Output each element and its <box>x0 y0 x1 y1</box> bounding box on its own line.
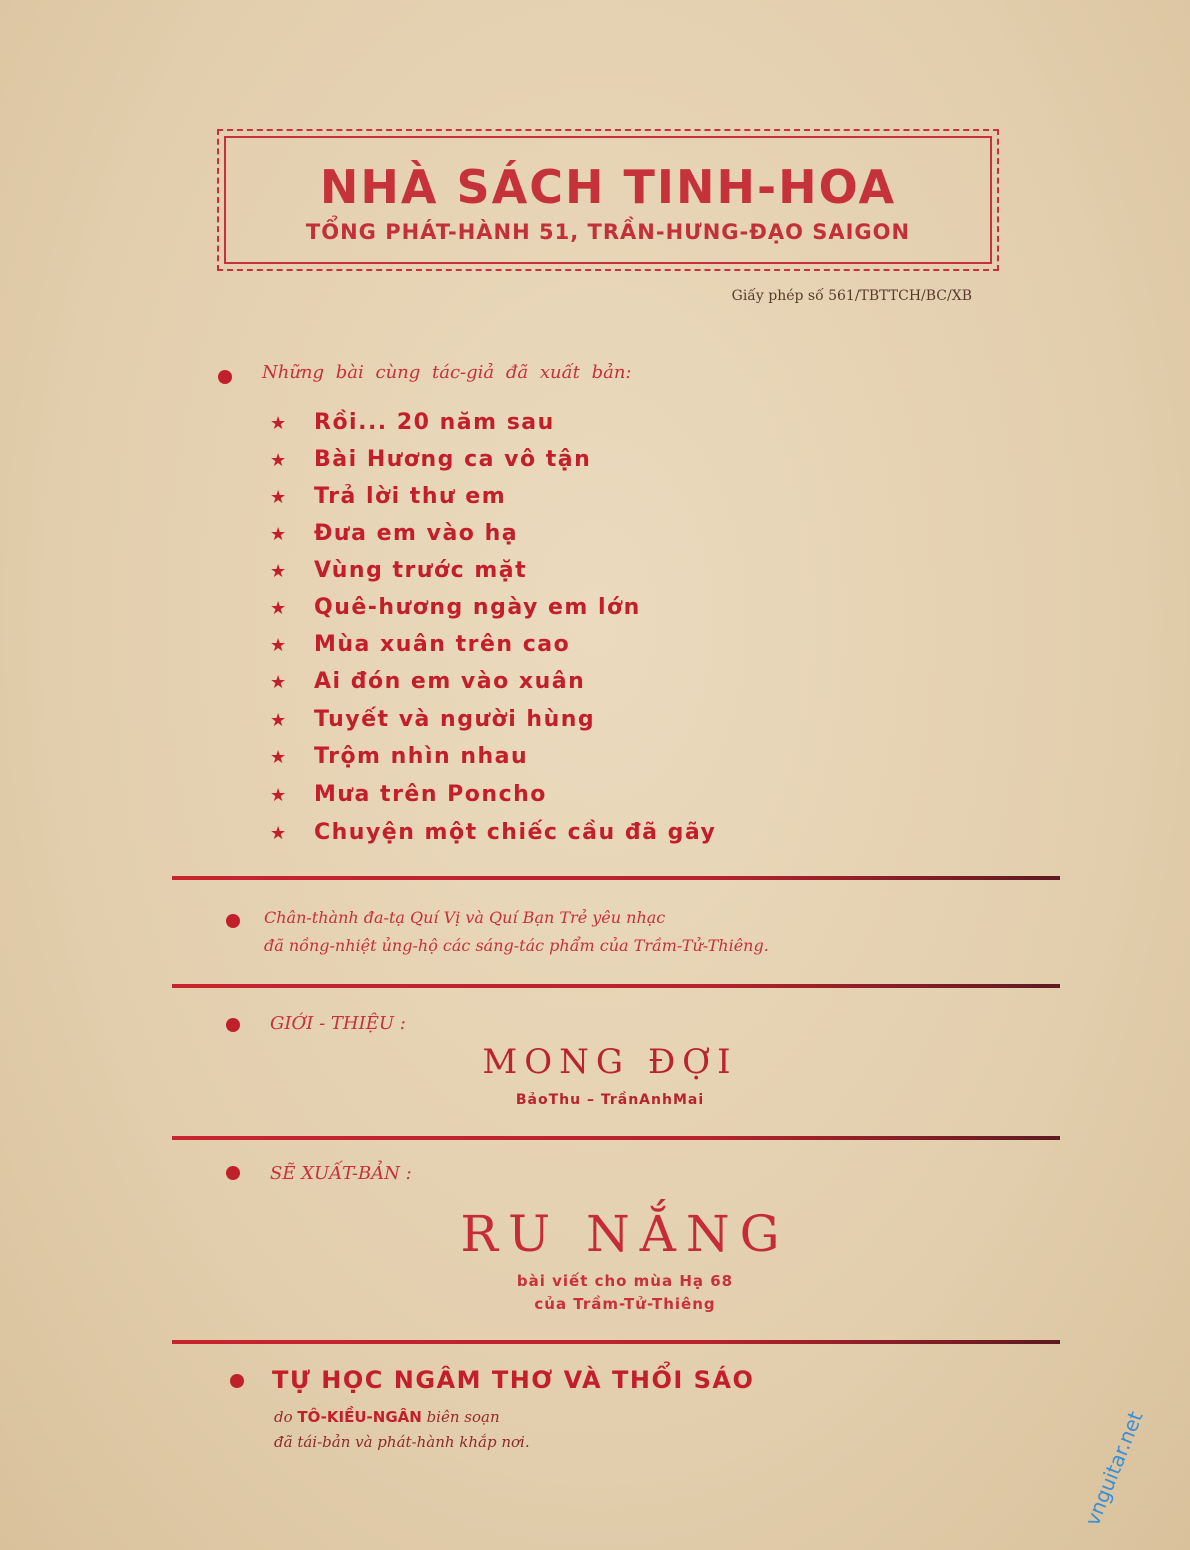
thanks-line-1: Chân-thành đa-tạ Quí Vị và Quí Bạn Trẻ yêu nhạc <box>264 908 666 927</box>
star-icon: ★ <box>270 524 288 545</box>
store-name: NHÀ SÁCH TINH-HOA <box>319 160 897 214</box>
star-icon: ★ <box>270 635 288 656</box>
star-icon: ★ <box>270 598 288 619</box>
list-item: ★ Mùa xuân trên cao <box>270 632 571 657</box>
list-item: ★ Quê-hương ngày em lớn <box>270 595 641 620</box>
list-item: ★ Trả lời thư em <box>270 484 507 509</box>
bullet-dot-icon <box>230 1374 244 1388</box>
star-icon: ★ <box>270 747 288 768</box>
list-item: ★ Trộm nhìn nhau <box>270 744 529 769</box>
list-item: ★ Vùng trước mặt <box>270 558 528 583</box>
star-icon: ★ <box>270 785 288 806</box>
intro-authors: BảoThu – TrầnAnhMai <box>515 1092 705 1108</box>
upcoming-subtitle-1: bài viết cho mùa Hạ 68 <box>516 1272 734 1290</box>
thanks-line-2: đã nồng-nhiệt ủng-hộ các sáng-tác phẩm của Trầm-Tử-Thiêng. <box>264 936 769 955</box>
list-item: ★ Đưa em vào hạ <box>270 521 519 546</box>
intro-title: MONG ĐỢI <box>482 1042 738 1082</box>
list-item: ★ Ai đón em vào xuân <box>270 669 586 694</box>
bullet-dot-icon <box>218 370 232 384</box>
site-watermark: vnguitar.net <box>1080 1407 1148 1529</box>
list-item: ★ Chuyện một chiếc cầu đã gãy <box>270 820 717 845</box>
permit-number: Giấy phép số 561/TBTTCH/BC/XB <box>731 288 972 304</box>
star-icon: ★ <box>270 710 288 731</box>
upcoming-label: SẼ XUẤT-BẢN : <box>270 1163 412 1184</box>
list-item: ★ Mưa trên Poncho <box>270 782 547 807</box>
store-address: TỔNG PHÁT-HÀNH 51, TRẦN-HƯNG-ĐẠO SAIGON <box>305 220 911 244</box>
book-title: TỰ HỌC NGÂM THƠ VÀ THỔI SÁO <box>272 1366 755 1394</box>
upcoming-title: RU NẮNG <box>460 1205 790 1263</box>
book-note: đã tái-bản và phát-hành khắp nơi. <box>274 1433 530 1451</box>
bullet-dot-icon <box>226 1166 240 1180</box>
bullet-dot-icon <box>226 914 240 928</box>
divider <box>172 984 1060 988</box>
list-item: ★ Rồi... 20 năm sau <box>270 410 555 435</box>
star-icon: ★ <box>270 450 288 471</box>
book-credit: do TÔ-KIỀU-NGÂN biên soạn <box>274 1408 500 1426</box>
list-item: ★ Bài Hương ca vô tận <box>270 447 592 472</box>
star-icon: ★ <box>270 487 288 508</box>
intro-label: GIỚI - THIỆU : <box>270 1013 406 1034</box>
book-author: TÔ-KIỀU-NGÂN <box>297 1408 422 1426</box>
list-item: ★ Tuyết và người hùng <box>270 707 596 732</box>
star-icon: ★ <box>270 672 288 693</box>
star-icon: ★ <box>270 823 288 844</box>
star-icon: ★ <box>270 413 288 434</box>
star-icon: ★ <box>270 561 288 582</box>
bullet-dot-icon <box>226 1018 240 1032</box>
divider <box>172 1136 1060 1140</box>
divider <box>172 1340 1060 1344</box>
works-heading: Những bài cùng tác-giả đã xuất bản: <box>262 362 632 383</box>
divider <box>172 876 1060 880</box>
upcoming-subtitle-2: của Trầm-Tử-Thiêng <box>534 1295 716 1313</box>
